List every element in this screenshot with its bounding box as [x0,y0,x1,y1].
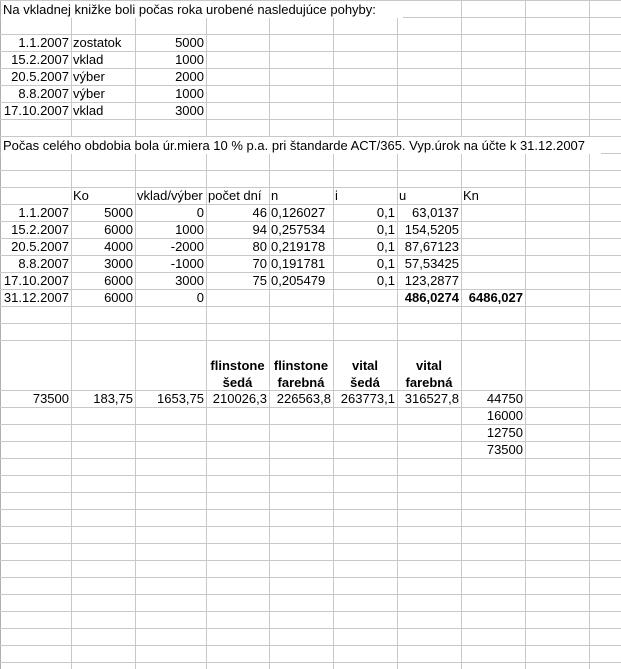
calc-u-cell[interactable]: 57,53425 [404,256,459,271]
column-gridline [589,0,590,669]
description-cell[interactable]: Počas celého obdobia bola úr.miera 10 % p.a. pri štandarde ACT/365. Vyp.úrok na účte k 31.12.2007 [1,137,601,154]
calc-u-cell[interactable]: 63,0137 [412,205,459,220]
calc-n-cell[interactable]: 0,126027 [271,205,326,220]
calc-date-cell[interactable]: 1.1.2007 [18,205,69,220]
value-flinstone-farebna[interactable]: 226563,8 [276,391,331,406]
calc-u-cell[interactable]: 87,67123 [404,239,459,254]
calc-vklad-cell[interactable]: -2000 [170,239,204,254]
movement-type-cell[interactable]: vklad [73,52,104,67]
row-gridline [0,441,621,442]
header-vklad-vyber[interactable]: vklad/výber [137,188,203,203]
value-cell[interactable]: 1653,75 [157,391,204,406]
calc-date-cell[interactable]: 8.8.2007 [18,256,69,271]
header-u[interactable]: u [399,188,407,203]
calc-days-cell[interactable]: 46 [252,205,267,220]
row-gridline [0,628,621,629]
calc-n-cell[interactable]: 0,191781 [271,256,326,271]
header-flinstone-seda[interactable] [206,341,269,391]
header-line: farebná [277,375,325,390]
value-vital-seda[interactable]: 263773,1 [340,391,395,406]
column-gridline [333,0,334,669]
calc-days-cell[interactable]: 75 [252,273,267,288]
movement-type-cell[interactable]: výber [73,86,105,101]
title-cell[interactable]: Na vkladnej knižke boli počas roka urobené nasledujúce pohyby: [1,1,403,18]
header-n[interactable]: n [271,188,279,203]
value-cell[interactable]: 12750 [486,425,523,440]
row-gridline [0,543,621,544]
movement-amount-cell[interactable]: 3000 [175,103,204,118]
calc-vklad-cell[interactable]: 3000 [175,273,204,288]
value-flinstone-seda[interactable]: 210026,3 [212,391,267,406]
calc-i-cell[interactable]: 0,1 [376,222,395,237]
calc-date-cell[interactable]: 20.5.2007 [11,239,69,254]
movement-amount-cell[interactable]: 5000 [175,35,204,50]
value-cell[interactable]: 16000 [486,408,523,423]
header-flinstone-farebna[interactable] [269,341,333,391]
total-kn-cell[interactable]: 6486,027 [468,290,523,305]
row-gridline [0,526,621,527]
movement-type-cell[interactable]: vklad [73,103,104,118]
movement-type-cell[interactable]: výber [73,69,105,84]
movement-date-cell[interactable]: 8.8.2007 [18,86,69,101]
header-line: šedá [350,375,380,390]
total-interest-cell[interactable]: 486,0274 [404,290,459,305]
row-gridline [0,577,621,578]
movement-amount-cell[interactable]: 1000 [175,52,204,67]
calc-ko-cell[interactable]: 6000 [104,273,133,288]
row-gridline [0,662,621,663]
header-line: farebná [405,375,453,390]
row-gridline [0,458,621,459]
calc-i-cell[interactable]: 0,1 [376,256,395,271]
calc-date-cell[interactable]: 17.10.2007 [3,273,69,288]
calc-u-cell[interactable]: 123,2877 [404,273,459,288]
header-ko[interactable]: Ko [73,188,89,203]
row-gridline [0,509,621,510]
calc-date-cell[interactable]: 15.2.2007 [11,222,69,237]
row-gridline [0,492,621,493]
calc-n-cell[interactable]: 0,219178 [271,239,326,254]
header-i[interactable]: i [335,188,338,203]
movement-date-cell[interactable]: 20.5.2007 [11,69,69,84]
value-cell[interactable]: 183,75 [93,391,133,406]
calc-ko-cell[interactable]: 6000 [104,222,133,237]
header-kn[interactable]: Kn [463,188,479,203]
row-gridline [0,594,621,595]
row-gridline [0,170,621,171]
movement-date-cell[interactable]: 15.2.2007 [11,52,69,67]
calc-vklad-cell[interactable]: -1000 [170,256,204,271]
row-gridline [0,407,621,408]
header-line: flinstone [273,358,329,373]
calc-i-cell[interactable]: 0,1 [376,239,395,254]
calc-ko-cell[interactable]: 5000 [104,205,133,220]
column-gridline [397,0,398,669]
movement-date-cell[interactable]: 1.1.2007 [18,35,69,50]
calc-days-cell[interactable]: 70 [252,256,267,271]
header-line: šedá [222,375,253,390]
calc-vklad-cell[interactable]: 0 [196,205,204,220]
calc-days-cell[interactable]: 94 [252,222,267,237]
column-gridline [206,0,207,669]
value-cell[interactable]: 44750 [486,391,523,406]
header-line: flinstone [210,358,265,373]
movement-amount-cell[interactable]: 1000 [175,86,204,101]
row-gridline [0,611,621,612]
value-cell[interactable]: 73500 [32,391,69,406]
row-gridline [0,560,621,561]
row-gridline [0,323,621,324]
header-vital-farebna[interactable] [397,341,461,391]
calc-ko-cell[interactable]: 4000 [104,239,133,254]
calc-n-cell[interactable]: 0,205479 [271,273,326,288]
movement-amount-cell[interactable]: 2000 [175,69,204,84]
total-date-cell[interactable]: 31.12.2007 [3,290,69,305]
movement-date-cell[interactable]: 17.10.2007 [3,103,69,118]
calc-days-cell[interactable]: 80 [252,239,267,254]
header-pocet-dni[interactable]: počet dní [208,188,262,203]
calc-vklad-cell[interactable]: 1000 [175,222,204,237]
column-gridline [525,0,526,669]
column-gridline [269,0,270,669]
total-ko-cell[interactable]: 6000 [104,290,133,305]
row-gridline [0,306,621,307]
header-line: vital [351,358,378,373]
column-gridline [461,0,462,669]
row-gridline [0,119,621,120]
calc-i-cell[interactable]: 0,1 [376,273,395,288]
calc-i-cell[interactable]: 0,1 [376,205,395,220]
calc-ko-cell[interactable]: 3000 [104,256,133,271]
header-line: vital [415,358,442,373]
calc-n-cell[interactable]: 0,257534 [271,222,326,237]
movement-type-cell[interactable]: zostatok [73,35,122,50]
value-cell[interactable]: 73500 [486,442,523,457]
calc-u-cell[interactable]: 154,5205 [404,222,459,237]
row-gridline [0,424,621,425]
header-vital-seda[interactable] [333,341,397,391]
value-vital-farebna[interactable]: 316527,8 [404,391,459,406]
row-gridline [0,475,621,476]
total-vklad-cell[interactable]: 0 [196,290,204,305]
row-gridline [0,645,621,646]
